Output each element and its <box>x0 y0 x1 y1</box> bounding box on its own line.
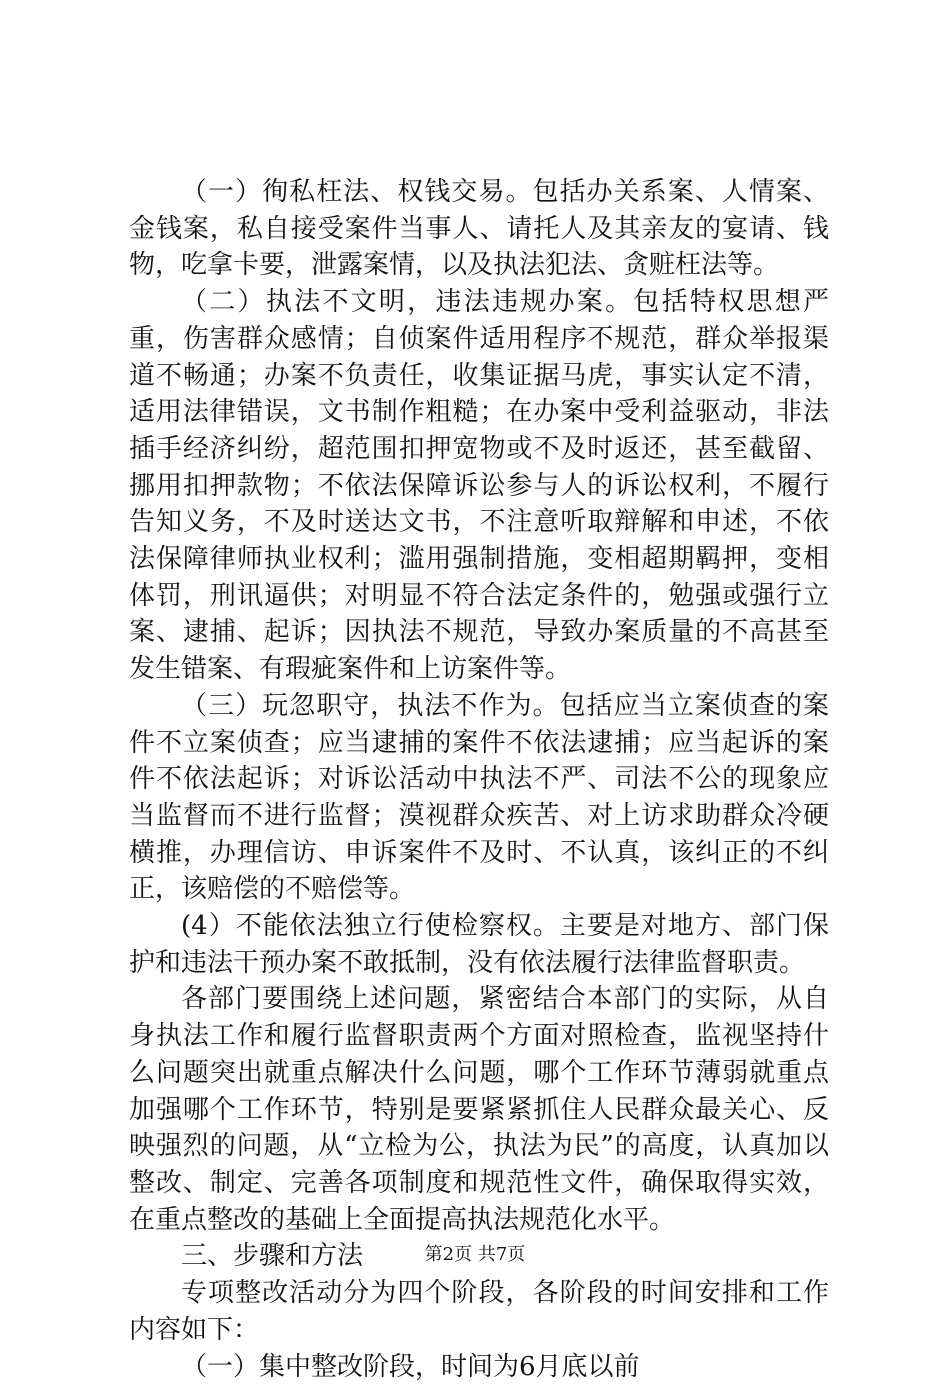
section-heading-steps-methods: 三、步骤和方法 <box>129 1238 829 1275</box>
document-body <box>129 174 829 1385</box>
page-number-footer: 第2页 共7页 <box>0 1243 950 1267</box>
paragraph-item-1-bribery: （一）徇私枉法、权钱交易。包括办关系案、人情案、金钱案，私自接受案件当事人、请托人及其亲友的宴请、钱物，吃拿卡要，泄露案情，以及执法犯法、贪赃枉法等。 <box>129 174 829 284</box>
paragraph-item-4-independence: (4）不能依法独立行使检察权。主要是对地方、部门保护和违法干预办案不敢抵制，没有依法履行法律监督职责。 <box>129 908 829 981</box>
paragraph-item-3-dereliction: （三）玩忽职守，执法不作为。包括应当立案侦查的案件不立案侦查；应当逮捕的案件不依法逮捕；应当起诉的案件不依法起诉；对诉讼活动中执法不严、司法不公的现象应当监督而不进行监督；漠视群众疾苦、对上访求助群众冷硬横推，办理信访、申诉案件不及时、不认真，该纠正的不纠正，该赔偿的不赔偿等。 <box>129 688 829 908</box>
paragraph-stages-intro: 专项整改活动分为四个阶段，各阶段的时间安排和工作内容如下： <box>129 1275 829 1348</box>
paragraph-stage-one: （一）集中整改阶段，时间为6月底以前 <box>129 1349 829 1385</box>
paragraph-item-2-uncivil-enforcement: （二）执法不文明，违法违规办案。包括特权思想严重，伤害群众感情；自侦案件适用程序不规范，群众举报渠道不畅通；办案不负责任，收集证据马虎，事实认定不清，适用法律错误，文书制作粗糙；在办案中受利益驱动，非法插手经济纠纷，超范围扣押宽物或不及时返还，甚至截留、挪用扣押款物；不依法保障诉讼参与人的诉讼权利，不履行告知义务，不及时送达文书，不注意听取辩解和申述，不依法保障律师执业权利；滥用强制措施，变相超期羁押，变相体罚，刑讯逼供；对明显不符合法定条件的，勉强或强行立案、逮捕、起诉；因执法不规范，导致办案质量的不高甚至发生错案、有瑕疵案件和上访案件等。 <box>129 284 829 688</box>
paragraph-rectification-requirements: 各部门要围绕上述问题，紧密结合本部门的实际，从自身执法工作和履行监督职责两个方面对照检查，监视坚持什么问题突出就重点解决什么问题，哪个工作环节薄弱就重点加强哪个工作环节，特别是要紧紧抓住人民群众最关心、反映强烈的问题，从“立检为公，执法为民”的高度，认真加以整改、制定、完善各项制度和规范性文件，确保取得实效，在重点整改的基础上全面提高执法规范化水平。 <box>129 981 829 1238</box>
